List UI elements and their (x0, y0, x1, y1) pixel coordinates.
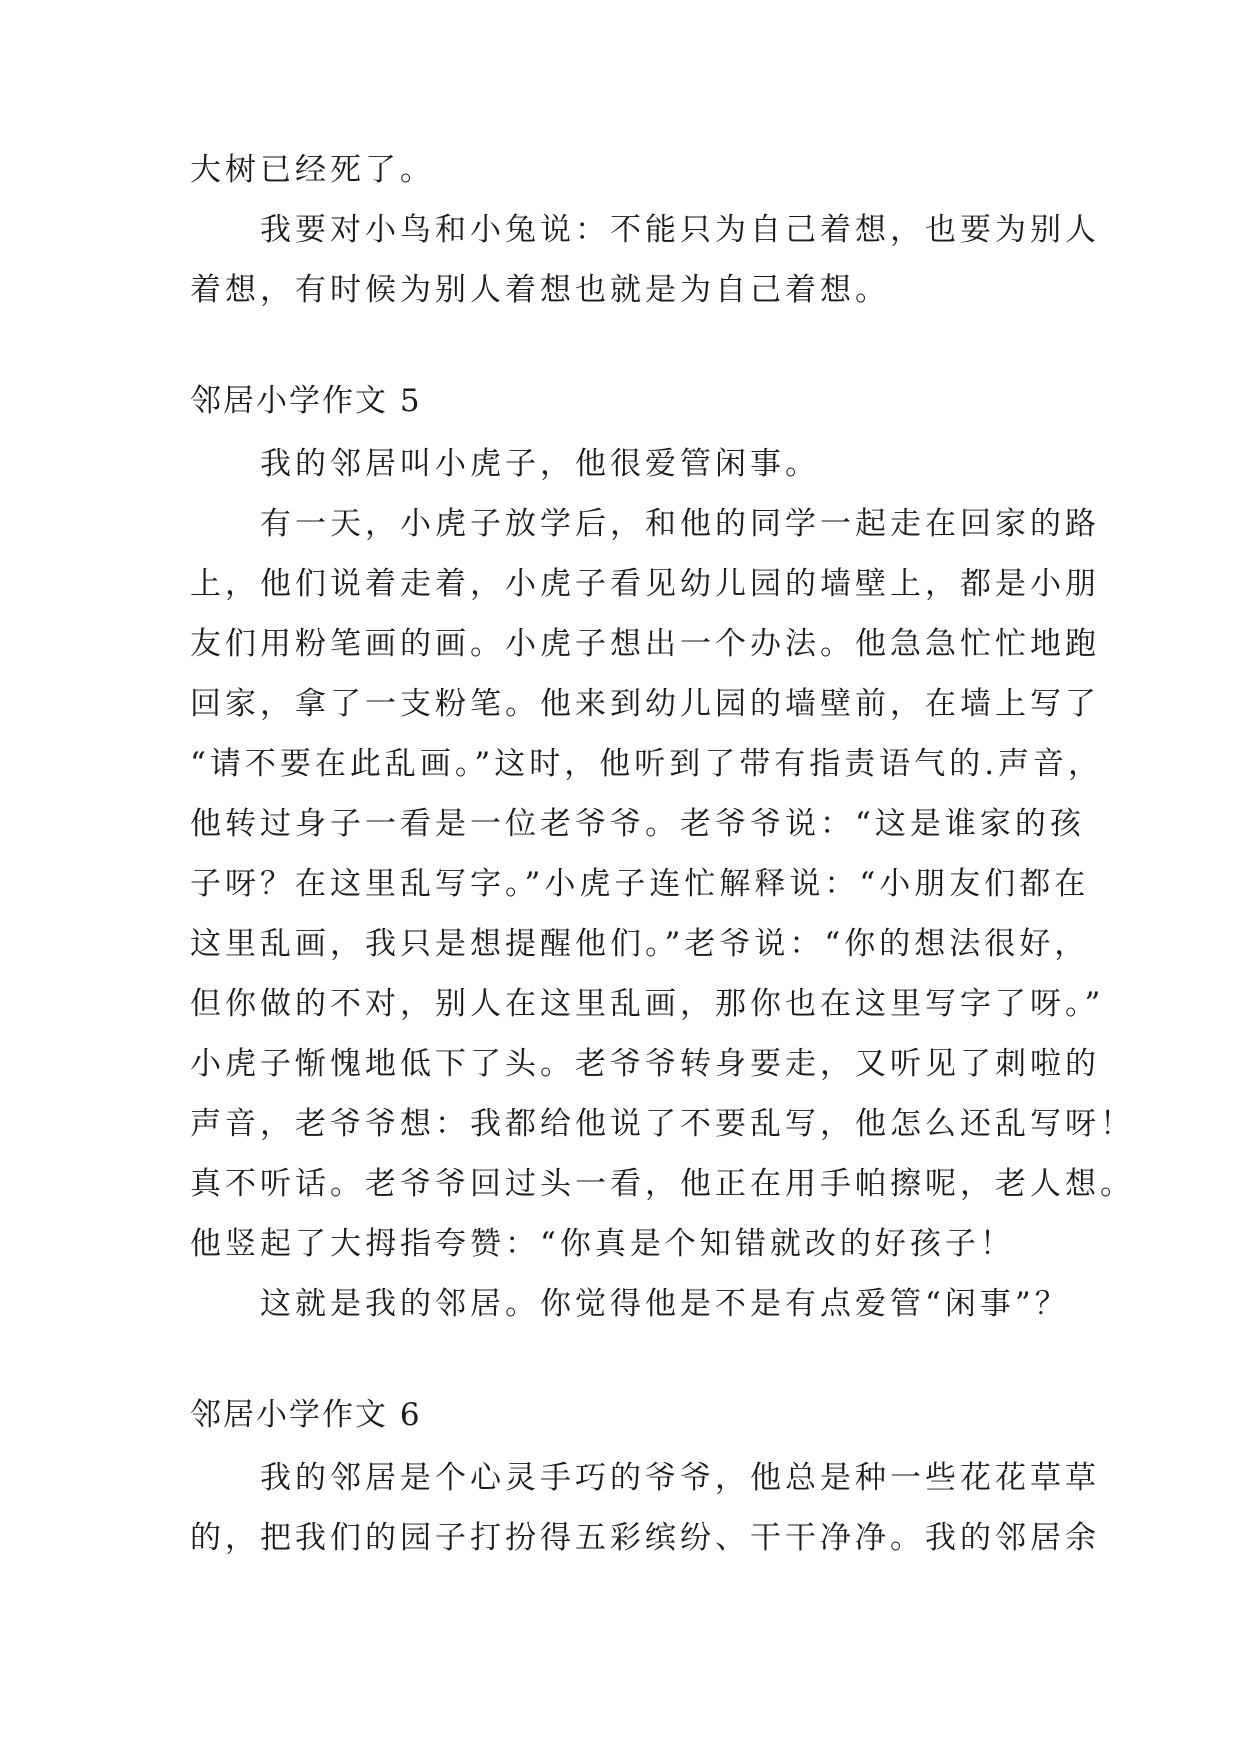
text-line: 他竖起了大拇指夸赞：“你真是个知错就改的好孩子！ (190, 1226, 1015, 1262)
section-gap (190, 320, 1060, 368)
text-line: 声音，老爷爷想：我都给他说了不要乱写，他怎么还乱写呀！ (190, 1106, 1135, 1142)
paragraph-block-2 (190, 434, 1135, 1334)
text-line: 回家，拿了一支粉笔。他来到幼儿园的墙壁前，在墙上写了 (190, 686, 1100, 722)
section-gap (190, 1334, 1060, 1382)
text-line: 友们用粉笔画的画。小虎子想出一个办法。他急急忙忙地跑 (190, 626, 1100, 662)
text-line: 真不听话。老爷爷回过头一看，他正在用手帕擦呢，老人想。 (190, 1166, 1135, 1202)
document-page (190, 140, 1135, 1568)
paragraph-block-1 (190, 140, 1100, 320)
section-heading-5: 邻居小学作文 5 (190, 383, 422, 419)
text-line: 我的邻居是个心灵手巧的爷爷，他总是种一些花花草草 (190, 1460, 1100, 1496)
text-line: 子呀？在这里乱写字。”小虎子连忙解释说：“小朋友们都在 (190, 866, 1090, 902)
text-line: 小虎子惭愧地低下了头。老爷爷转身要走，又听见了刺啦的 (190, 1046, 1100, 1082)
text-line: “请不要在此乱画。”这时，他听到了带有指责语气的.声音， (190, 746, 1104, 782)
text-line: 这就是我的邻居。你觉得他是不是有点爱管“闲事”？ (190, 1286, 1070, 1322)
text-line: 但你做的不对，别人在这里乱画，那你也在这里写字了呀。” (190, 986, 1105, 1022)
text-line: 的，把我们的园子打扮得五彩缤纷、干干净净。我的邻居余 (190, 1520, 1100, 1556)
text-line: 着想，有时候为别人着想也就是为自己着想。 (190, 272, 890, 308)
paragraph-block-3 (190, 1448, 1100, 1568)
text-line: 有一天，小虎子放学后，和他的同学一起走在回家的路 (190, 506, 1100, 542)
text-line: 这里乱画，我只是想提醒他们。”老爷说：“你的想法很好， (190, 926, 1090, 962)
text-line: 他转过身子一看是一位老爷爷。老爷爷说：“这是谁家的孩 (190, 806, 1085, 842)
section-heading-6: 邻居小学作文 6 (190, 1397, 422, 1433)
text-line: 大树已经死了。 (190, 152, 435, 188)
text-line: 上，他们说着走着，小虎子看见幼儿园的墙壁上，都是小朋 (190, 566, 1100, 602)
text-line: 我要对小鸟和小兔说：不能只为自己着想，也要为别人 (190, 212, 1100, 248)
text-line: 我的邻居叫小虎子，他很爱管闲事。 (190, 446, 820, 482)
